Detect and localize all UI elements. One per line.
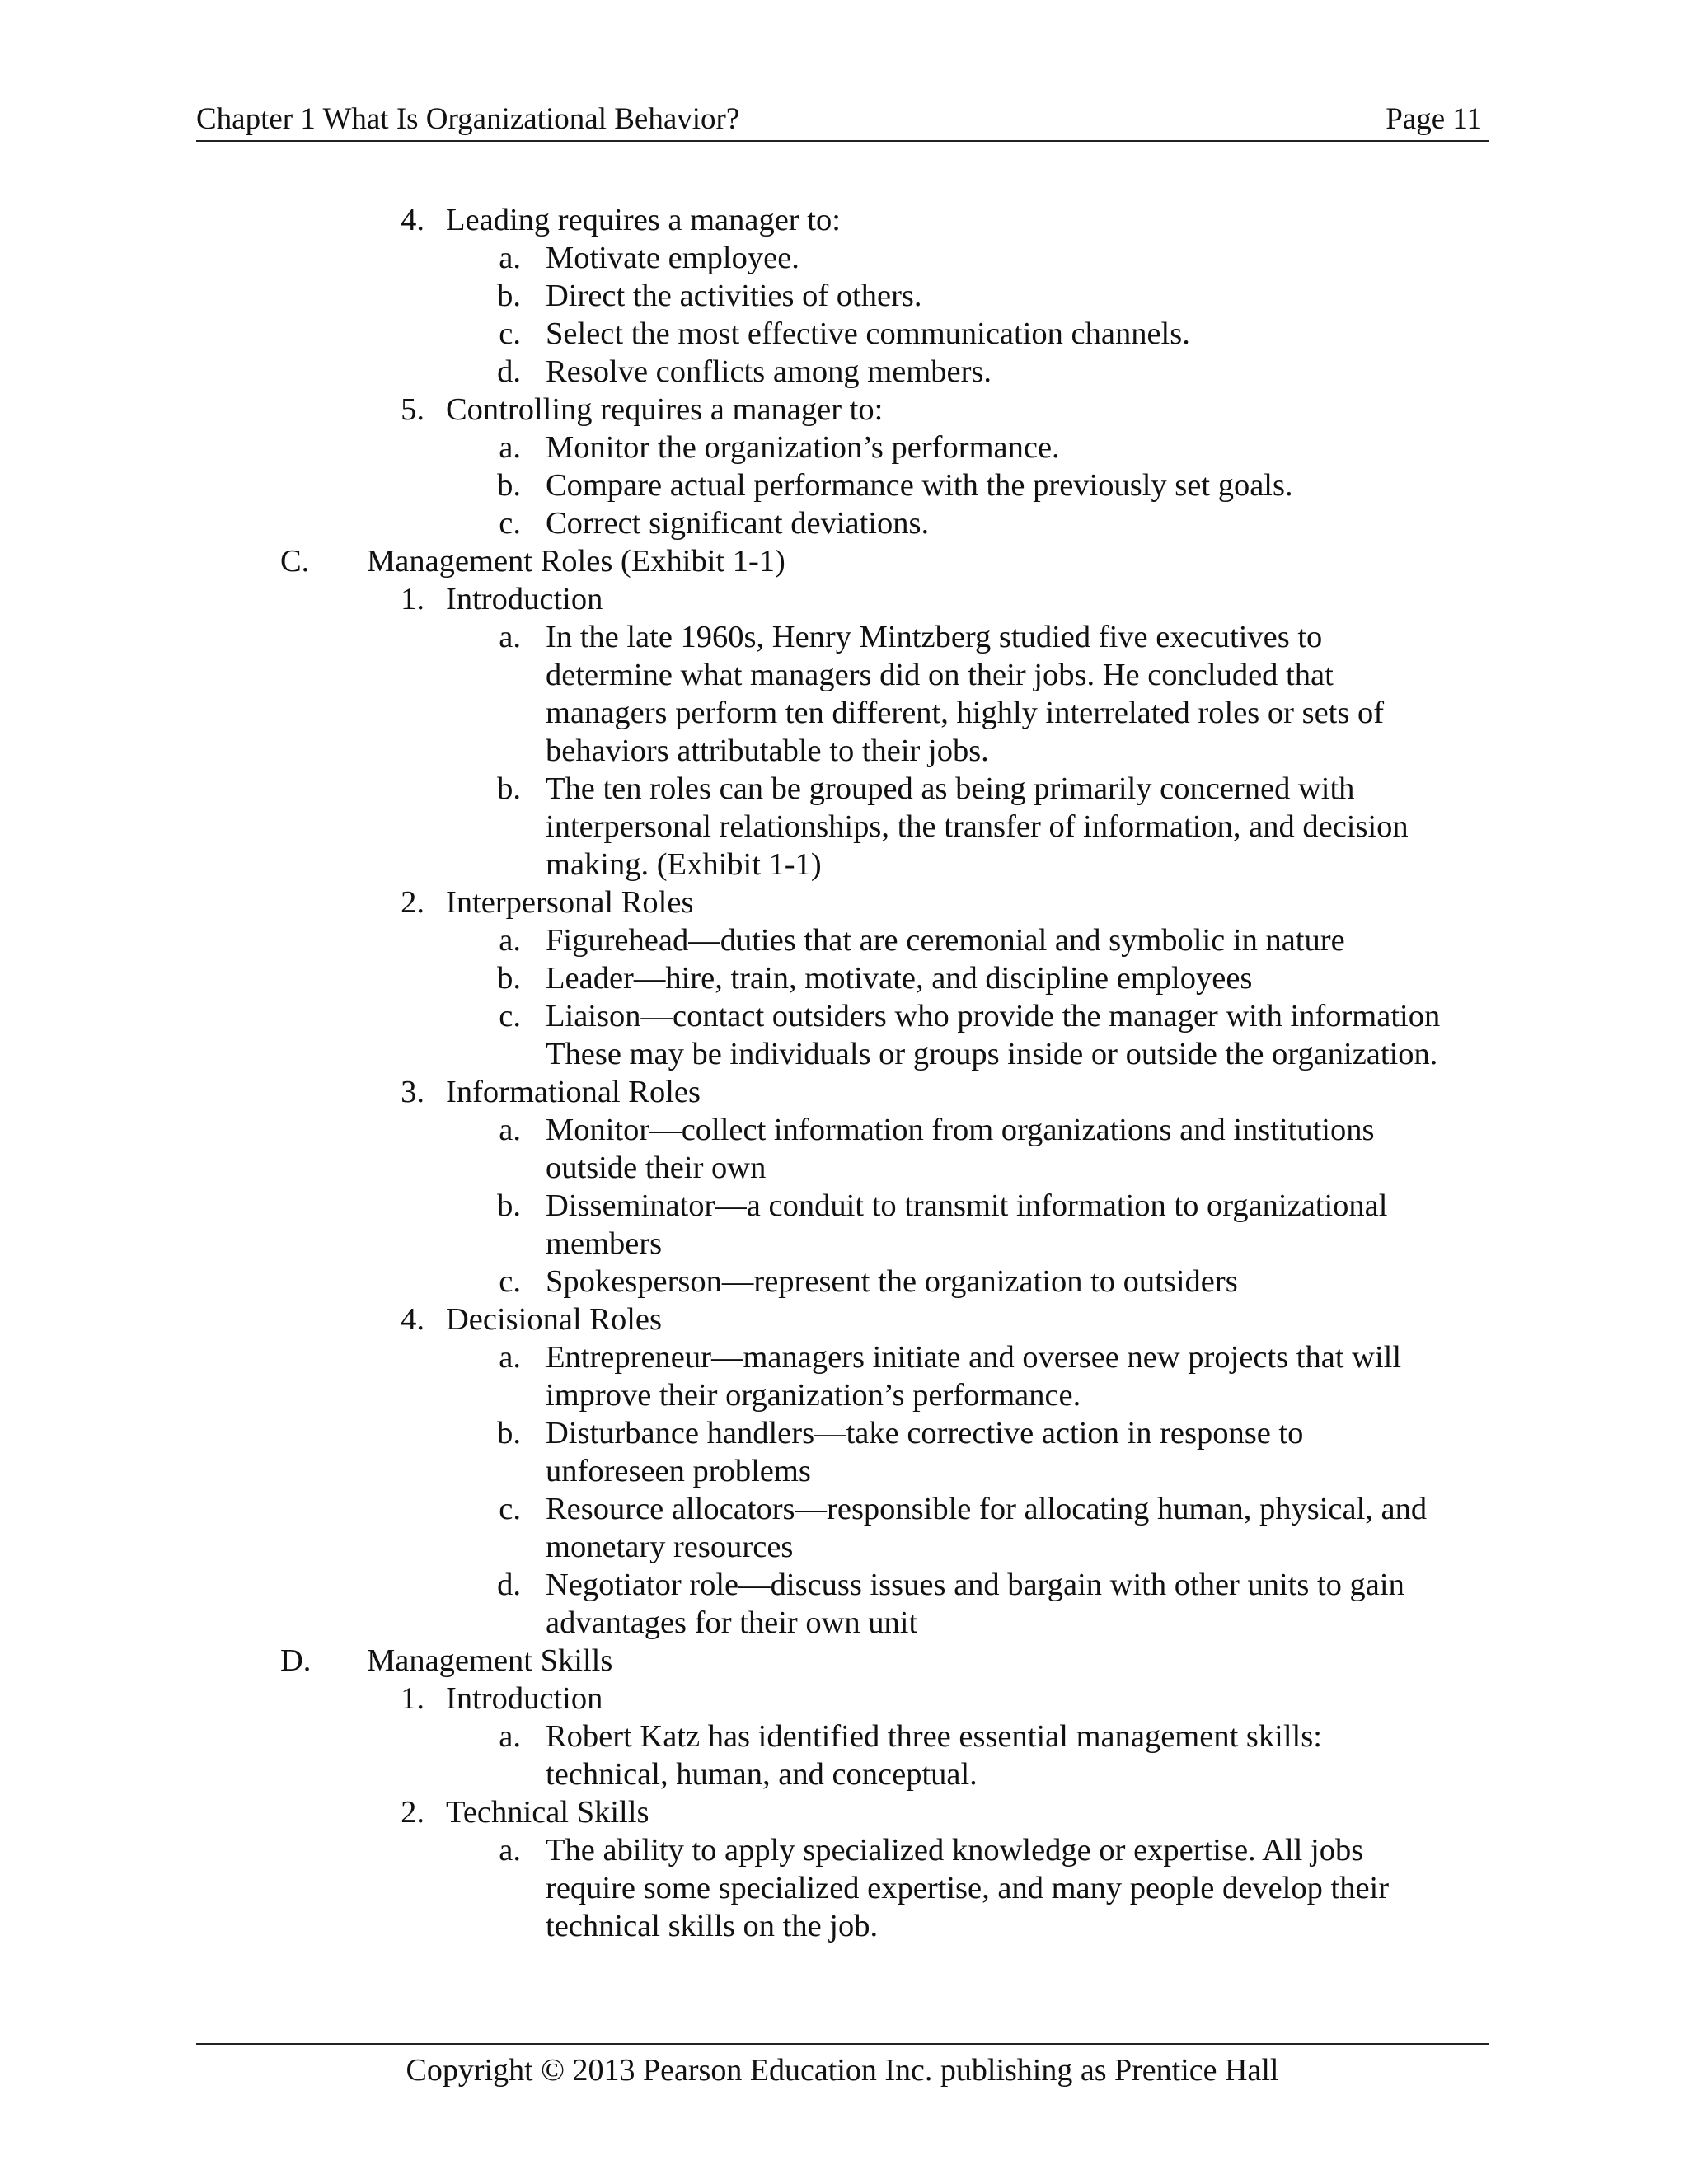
outline-text: Resolve conflicts among members. (546, 354, 992, 389)
outline-marker: 2. (401, 885, 424, 920)
outline-text: Entrepreneur—managers initiate and oversee new projects that will (546, 1340, 1402, 1375)
outline-continuation-line (0, 1528, 1688, 1566)
outline-marker: b. (497, 279, 521, 313)
outline-item (0, 1338, 1688, 1376)
outline-item (0, 770, 1688, 808)
outline-text: Controlling requires a manager to: (446, 392, 884, 427)
outline-text: Leader—hire, train, motivate, and discipline employees (546, 961, 1253, 996)
outline-text: Informational Roles (446, 1075, 701, 1109)
outline-continuation-line (0, 1149, 1688, 1187)
outline-text: These may be individuals or groups inside or outside the organization. (546, 1037, 1438, 1071)
outline-text: Direct the activities of others. (546, 279, 922, 313)
outline-item (0, 1680, 1688, 1718)
outline-marker: a. (499, 620, 521, 654)
page-footer (196, 2043, 1489, 2089)
outline-continuation-line (0, 1225, 1688, 1263)
outline-text: Disturbance handlers—take corrective action in response to (546, 1416, 1304, 1451)
outline-marker: 2. (401, 1795, 424, 1830)
outline-text: Negotiator role—discuss issues and bargain with other units to gain (546, 1568, 1404, 1602)
outline-text: require some specialized expertise, and many people develop their (546, 1871, 1390, 1905)
outline-marker: a. (499, 430, 521, 465)
outline-item (0, 315, 1688, 353)
outline-marker: C. (280, 544, 310, 579)
outline-text: technical skills on the job. (546, 1909, 879, 1943)
outline-text: advantages for their own unit (546, 1605, 918, 1640)
outline-continuation-line (0, 808, 1688, 846)
outline-item (0, 921, 1688, 959)
outline-continuation-line (0, 656, 1688, 694)
outline-continuation-line (0, 846, 1688, 883)
outline-text: improve their organization’s performance. (546, 1378, 1081, 1413)
outline-continuation-line (0, 1755, 1688, 1793)
outline-item (0, 1111, 1688, 1149)
outline-marker: c. (499, 1264, 521, 1299)
outline-marker: b. (497, 468, 521, 503)
outline-continuation-line (0, 732, 1688, 770)
outline-marker: b. (497, 1188, 521, 1223)
outline-marker: a. (499, 1113, 521, 1147)
outline-text: Spokesperson—represent the organization to outsiders (546, 1264, 1238, 1299)
outline-text: Leading requires a manager to: (446, 203, 841, 237)
outline-marker: 1. (401, 582, 424, 616)
outline-text: Management Skills (367, 1643, 613, 1678)
outline-item (0, 618, 1688, 656)
outline-item (0, 1263, 1688, 1301)
outline-marker: 1. (401, 1681, 424, 1716)
outline-body (0, 201, 1688, 1945)
outline-text: determine what managers did on their jobs. He concluded that (546, 658, 1334, 692)
outline-item (0, 997, 1688, 1035)
outline-text: behaviors attributable to their jobs. (546, 733, 989, 768)
outline-marker: c. (499, 1492, 521, 1526)
outline-item (0, 1414, 1688, 1452)
outline-text: Motivate employee. (546, 241, 799, 275)
outline-item (0, 391, 1688, 429)
outline-text: managers perform ten different, highly interrelated roles or sets of (546, 696, 1385, 730)
outline-text: Management Roles (Exhibit 1-1) (367, 544, 785, 579)
outline-continuation-line (0, 1907, 1688, 1945)
outline-marker: D. (280, 1643, 312, 1678)
outline-text: Liaison—contact outsiders who provide the manager with information (546, 999, 1441, 1033)
outline-item (0, 580, 1688, 618)
outline-text: Monitor the organization’s performance. (546, 430, 1060, 465)
outline-item (0, 201, 1688, 239)
outline-item (0, 1793, 1688, 1831)
outline-text: Technical Skills (446, 1795, 649, 1830)
outline-marker: a. (499, 241, 521, 275)
outline-marker: 5. (401, 392, 424, 427)
outline-text: Select the most effective communication channels. (546, 316, 1190, 351)
outline-text: Robert Katz has identified three essential management skills: (546, 1719, 1322, 1754)
outline-item (0, 1187, 1688, 1225)
outline-continuation-line (0, 1869, 1688, 1907)
outline-item (0, 429, 1688, 466)
outline-marker: b. (497, 961, 521, 996)
outline-text: Introduction (446, 582, 603, 616)
outline-text: monetary resources (546, 1530, 794, 1564)
outline-text: Compare actual performance with the previously set goals. (546, 468, 1293, 503)
outline-text: technical, human, and conceptual. (546, 1757, 978, 1792)
outline-text: Resource allocators—responsible for allocating human, physical, and (546, 1492, 1428, 1526)
outline-marker: c. (499, 506, 521, 541)
outline-item (0, 353, 1688, 391)
outline-marker: a. (499, 1340, 521, 1375)
outline-text: members (546, 1226, 663, 1261)
outline-text: making. (Exhibit 1-1) (546, 847, 822, 882)
outline-marker: a. (499, 923, 521, 958)
outline-item (0, 542, 1688, 580)
outline-item (0, 959, 1688, 997)
outline-item (0, 1718, 1688, 1755)
outline-item (0, 1566, 1688, 1604)
outline-marker: c. (499, 999, 521, 1033)
chapter-title: Chapter 1 What Is Organizational Behavior? (196, 102, 740, 136)
outline-marker: a. (499, 1833, 521, 1868)
outline-item (0, 466, 1688, 504)
outline-text: The ten roles can be grouped as being primarily concerned with (546, 771, 1355, 806)
outline-marker: 3. (401, 1075, 424, 1109)
outline-item (0, 1301, 1688, 1338)
outline-continuation-line (0, 1452, 1688, 1490)
outline-text: Disseminator—a conduit to transmit information to organizational (546, 1188, 1388, 1223)
outline-text: outside their own (546, 1151, 767, 1185)
outline-text: unforeseen problems (546, 1454, 811, 1488)
outline-marker: d. (497, 354, 521, 389)
outline-marker: 4. (401, 1302, 424, 1337)
outline-item (0, 1642, 1688, 1680)
outline-continuation-line (0, 694, 1688, 732)
outline-continuation-line (0, 1035, 1688, 1073)
outline-text: Introduction (446, 1681, 603, 1716)
outline-item (0, 239, 1688, 277)
outline-marker: c. (499, 316, 521, 351)
outline-text: The ability to apply specialized knowledge or expertise. All jobs (546, 1833, 1364, 1868)
outline-text: Interpersonal Roles (446, 885, 694, 920)
outline-text: In the late 1960s, Henry Mintzberg studied five executives to (546, 620, 1323, 654)
outline-item (0, 504, 1688, 542)
page-header (196, 101, 1489, 142)
outline-text: Decisional Roles (446, 1302, 662, 1337)
outline-text: interpersonal relationships, the transfer of information, and decision (546, 809, 1409, 844)
outline-item (0, 277, 1688, 315)
outline-marker: 4. (401, 203, 424, 237)
outline-text: Figurehead—duties that are ceremonial and symbolic in nature (546, 923, 1345, 958)
outline-item (0, 1831, 1688, 1869)
outline-item (0, 883, 1688, 921)
outline-marker: b. (497, 1416, 521, 1451)
outline-marker: b. (497, 771, 521, 806)
outline-text: Correct significant deviations. (546, 506, 930, 541)
copyright-notice: Copyright © 2013 Pearson Education Inc. publishing as Prentice Hall (406, 2053, 1279, 2088)
outline-continuation-line (0, 1604, 1688, 1642)
outline-item (0, 1073, 1688, 1111)
outline-continuation-line (0, 1376, 1688, 1414)
outline-marker: a. (499, 1719, 521, 1754)
outline-marker: d. (497, 1568, 521, 1602)
page-number: Page 11 (1386, 102, 1482, 136)
outline-item (0, 1490, 1688, 1528)
outline-text: Monitor—collect information from organizations and institutions (546, 1113, 1375, 1147)
